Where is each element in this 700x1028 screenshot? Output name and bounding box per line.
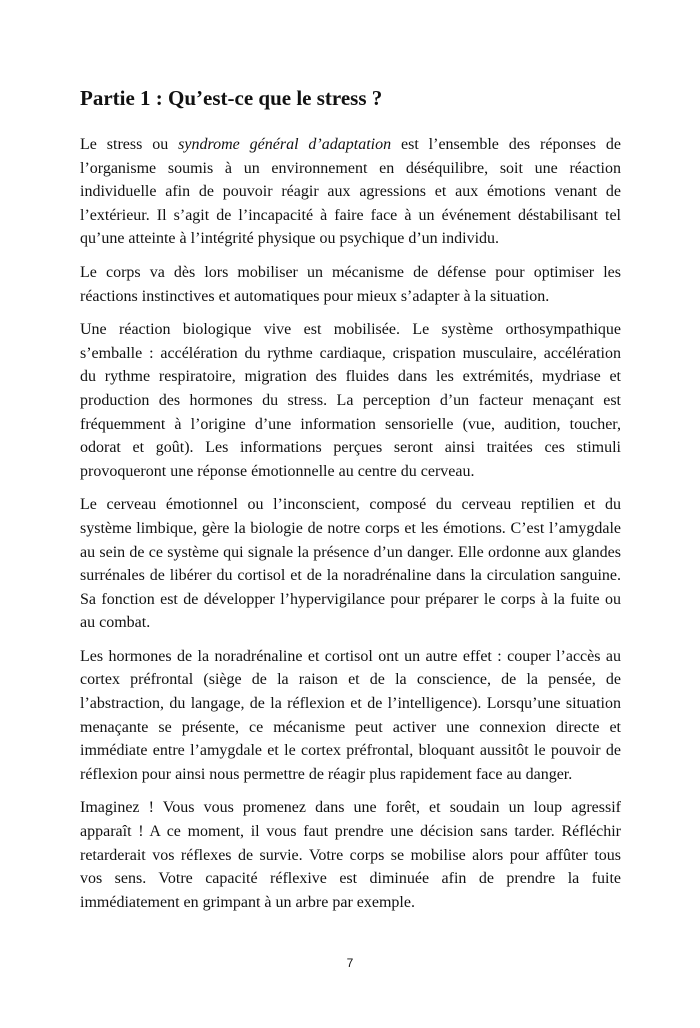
text-line: réactions instinctives et automatiques pour mieux s’adapter à la situation. (80, 287, 550, 305)
text-line: du rythme respiratoire, migration des fluides dans les extrémités, mydriase et (80, 368, 621, 386)
text-line: Imaginez ! Vous vous promenez dans une forêt, et soudain un loup agressif (80, 799, 621, 817)
text-line: Les hormones de la noradrénaline et cortisol ont un autre effet : couper l’accès au (80, 647, 621, 665)
italic-term: syndrome général d’adaptation (178, 136, 392, 153)
text-line: l’extérieur. Il s’agit de l’incapacité à faire face à un événement déstabilisant tel (80, 206, 621, 224)
text-segment: est l’ensemble des réponses de (391, 136, 622, 153)
text-line: menaçante se présente, ce mécanisme peut activer une connexion directe et (80, 718, 621, 736)
paragraph (80, 133, 621, 251)
text-line: individuelle afin de pouvoir réagir aux agressions et aux émotions venant de (80, 183, 621, 201)
text-line: au sein de ce système qui signale la présence d’un danger. Elle ordonne aux glandes (80, 543, 621, 561)
paragraph (80, 318, 621, 483)
text-line: provoqueront une réponse émotionnelle au centre du cerveau. (80, 462, 475, 480)
text-line: surrénales de libérer du cortisol et de la noradrénaline dans la circulation sanguine. (80, 567, 621, 585)
text-line: Sa fonction est de développer l’hypervigilance pour préparer le corps à la fuite ou (80, 590, 621, 608)
paragraph (80, 493, 621, 635)
text-line: au combat. (80, 614, 151, 632)
text-line: apparaît ! A ce moment, il vous faut prendre une décision sans tarder. Réfléchir (80, 823, 621, 841)
document-body (80, 133, 621, 924)
text-line: l’abstraction, du langage, de la réflexion et de l’intelligence). Lorsqu’une situation (80, 695, 621, 713)
text-line: fréquemment à l’origine d’une information sensorielle (vue, audition, toucher, (80, 415, 621, 433)
text-line: immédiate entre l’amygdale et le cortex préfrontal, bloquant aussitôt le pouvoir de (80, 742, 621, 760)
text-line: odorat et goût). Les informations perçues seront ainsi traitées ces stimuli (80, 439, 621, 457)
page-number: 7 (346, 956, 354, 970)
text-line: l’organisme soumis à un environnement en déséquilibre, soit une réaction (80, 159, 621, 177)
text-line: Une réaction biologique vive est mobilisée. Le système orthosympathique (80, 321, 621, 339)
text-line: réflexion pour ainsi nous permettre de réagir plus rapidement face au danger. (80, 765, 573, 783)
text-segment: Le stress ou (80, 136, 179, 153)
text-line: retarderait vos réflexes de survie. Votre corps se mobilise alors pour affûter tous (80, 846, 621, 864)
text-line: Le cerveau émotionnel ou l’inconscient, composé du cerveau reptilien et du (80, 496, 621, 514)
text-line: qu’une atteinte à l’intégrité physique ou psychique d’un individu. (80, 230, 500, 248)
text-line: Le corps va dès lors mobiliser un mécanisme de défense pour optimiser les (80, 263, 621, 281)
text-line (80, 133, 621, 157)
text-line: vos sens. Votre capacité réflexive est diminuée afin de prendre la fuite (80, 870, 621, 888)
paragraph (80, 796, 621, 914)
text-line: système limbique, gère la biologie de notre corps et les émotions. C’est l’amygdale (80, 519, 621, 537)
text-line: s’emballe : accélération du rythme cardiaque, crispation musculaire, accélération (80, 344, 621, 362)
paragraph (80, 261, 621, 308)
text-line: immédiatement en grimpant à un arbre par exemple. (80, 893, 415, 911)
text-line: cortex préfrontal (siège de la raison et de la conscience, de la pensée, de (80, 671, 621, 689)
paragraph (80, 645, 621, 787)
page-heading: Partie 1 : Qu’est-ce que le stress ? (80, 86, 383, 110)
text-line: production des hormones du stress. La perception d’un facteur menaçant est (80, 391, 621, 409)
